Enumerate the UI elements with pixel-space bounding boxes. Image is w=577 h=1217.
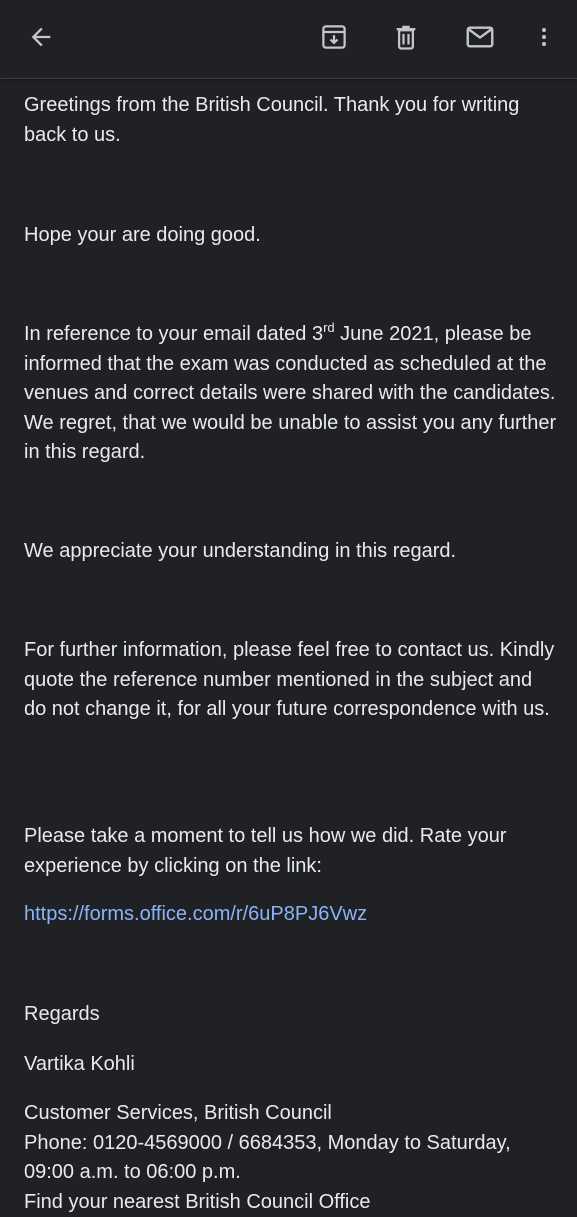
mark-unread-button[interactable] — [454, 11, 506, 63]
feedback-link[interactable]: https://forms.office.com/r/6uP8PJ6Vwz — [24, 903, 367, 925]
feedback-paragraph: Please take a moment to tell us how we did. Rate your experience by clicking on the link: — [24, 822, 559, 881]
archive-icon — [319, 22, 349, 52]
signature-office-finder: Find your nearest British Council Office — [24, 1188, 559, 1217]
signature-block — [24, 1099, 559, 1217]
trash-icon — [391, 22, 421, 52]
reference-text-start: In reference to your email dated 3 — [24, 323, 323, 345]
reference-paragraph — [24, 320, 559, 468]
signature-phone: Phone: 0120-4569000 / 6684353, Monday to Saturday, 09:00 a.m. to 06:00 p.m. — [24, 1129, 559, 1188]
greeting-paragraph: Greetings from the British Council. Thank you for writing back to us. — [24, 91, 559, 150]
signature-department: Customer Services, British Council — [24, 1099, 559, 1129]
more-vert-icon — [532, 23, 556, 51]
appreciation-paragraph: We appreciate your understanding in this regard. — [24, 537, 559, 567]
contact-paragraph: For further information, please feel free to contact us. Kindly quote the reference number mentioned in the subject and do not change it, for all your future correspondence with us. — [24, 636, 559, 725]
regards-line: Regards — [24, 1000, 559, 1030]
top-app-bar — [0, 0, 577, 79]
mail-icon — [464, 21, 496, 53]
feedback-link-line — [24, 900, 559, 930]
wellbeing-paragraph: Hope your are doing good. — [24, 221, 559, 251]
archive-button[interactable] — [308, 11, 360, 63]
ordinal-suffix: rd — [323, 320, 335, 335]
more-options-button[interactable] — [518, 11, 570, 63]
reference-text-end: June 2021, please be informed that the exam was conducted as scheduled at the venues and correct details were shared with the candidates. We regret, that we would be unable to assist you any further in this regard. — [24, 323, 556, 463]
back-button[interactable] — [15, 11, 67, 63]
signer-name: Vartika Kohli — [24, 1050, 559, 1080]
delete-button[interactable] — [380, 11, 432, 63]
arrow-back-icon — [27, 23, 55, 51]
